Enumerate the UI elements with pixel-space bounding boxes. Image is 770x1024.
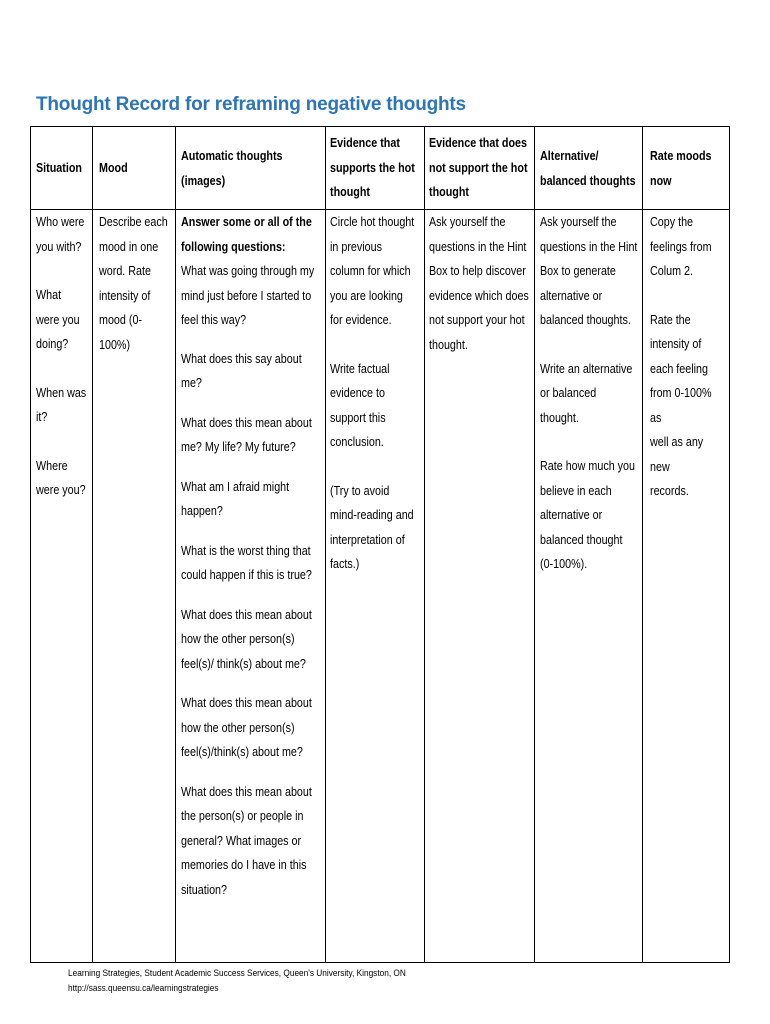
column-divider xyxy=(325,127,326,962)
cell-text-line: evidence which does xyxy=(429,288,529,303)
cell-text-line: Rate how much you xyxy=(540,459,636,473)
cell-text-line: questions in the Hint xyxy=(429,239,527,254)
cell-text-line: believe in each xyxy=(540,483,612,498)
cell-text-line: Write factual xyxy=(330,361,390,376)
paragraph-gap xyxy=(330,455,414,479)
question-block: What does this mean about how the other person(s) feel(s)/ think(s) about me? xyxy=(181,607,312,671)
question-block: What does this mean about me? My life? My future? xyxy=(181,415,312,454)
automatic-thoughts-cell xyxy=(181,210,314,902)
header-evidence-supports: Evidence that supports the hot thought xyxy=(330,136,415,199)
cell-text-line: Where xyxy=(36,458,68,473)
cell-text-line: alternative or xyxy=(540,508,603,522)
cell-text-line: Colum 2. xyxy=(650,264,694,278)
cell-text-line: Box to generate xyxy=(540,264,616,278)
cell-text-line: or balanced xyxy=(540,386,597,400)
column-divider xyxy=(642,127,643,962)
cell-text-line: word. Rate xyxy=(99,264,151,278)
cell-text-line: mood (0- xyxy=(99,313,143,327)
column-divider xyxy=(175,127,176,962)
cell-text-line: interpretation of xyxy=(330,532,405,547)
cell-text-line: it? xyxy=(36,410,48,424)
question-block: What am I afraid might happen? xyxy=(181,479,290,518)
cell-text-line: (0-100%). xyxy=(540,557,588,571)
cell-text-line: Write an alternative xyxy=(540,361,633,376)
cell-text-line: thought. xyxy=(540,410,579,425)
cell-text-line: support this xyxy=(330,410,386,425)
situation-cell xyxy=(36,210,86,503)
paragraph-gap xyxy=(36,259,86,283)
evidence-not-supports-cell xyxy=(429,210,529,357)
header-rate-moods-now: Rate moods now xyxy=(650,149,712,188)
cell-text-line: intensity of xyxy=(99,288,151,303)
cell-text-line: balanced thought xyxy=(540,532,623,547)
footer-link: http://sass.queensu.ca/learningstrategies xyxy=(68,983,219,993)
cell-text-line: thought. xyxy=(429,337,468,352)
cell-text-line: records. xyxy=(650,484,689,498)
mood-cell xyxy=(99,210,168,357)
cell-text-line: Box to help discover xyxy=(429,264,526,278)
thought-record-table xyxy=(30,126,730,963)
paragraph-gap xyxy=(36,357,86,381)
header-alternative-thoughts: Alternative/ balanced thoughts xyxy=(540,149,636,188)
cell-text-line: facts.) xyxy=(330,557,360,571)
cell-text-line: Circle hot thought xyxy=(330,215,415,229)
cell-text-line: Ask yourself the xyxy=(429,215,506,229)
cell-text-line: balanced thoughts. xyxy=(540,313,631,327)
paragraph-gap xyxy=(650,284,718,308)
header-automatic-thoughts: Automatic thoughts (images) xyxy=(181,149,283,188)
column-divider xyxy=(534,127,535,962)
cell-text-line: Who were xyxy=(36,215,85,229)
cell-text-line: When was xyxy=(36,385,87,400)
header-mood: Mood xyxy=(99,161,128,175)
cell-text-line: doing? xyxy=(36,337,69,351)
cell-text-line: Copy the xyxy=(650,215,694,229)
alternative-thoughts-cell xyxy=(540,210,637,577)
question-block: What does this mean about the person(s) or people in general? What images or memories do I have in this situation? xyxy=(181,784,312,897)
cell-text-line: were you? xyxy=(36,483,86,497)
cell-text-line: in previous xyxy=(330,239,382,254)
cell-text-line: were you xyxy=(36,312,80,327)
cell-text-line: mind-reading and xyxy=(330,508,414,522)
header-evidence-not-supports: Evidence that does not support the hot thought xyxy=(429,136,528,199)
paragraph-gap xyxy=(540,333,637,357)
cell-text-line: well as any new xyxy=(650,435,704,474)
question-block: What does this say about me? xyxy=(181,351,302,390)
paragraph-gap xyxy=(540,430,637,454)
cell-text-line: column for which xyxy=(330,264,411,278)
question-block: What was going through my mind just before I started to feel this way? xyxy=(181,264,315,327)
cell-text-line: conclusion. xyxy=(330,435,384,449)
cell-text-line: you are looking xyxy=(330,288,403,303)
cell-text-line: not support your hot xyxy=(429,313,525,327)
question-block: What is the worst thing that could happen if this is true? xyxy=(181,543,312,582)
cell-text-line: Describe each xyxy=(99,215,168,229)
cell-text-line: intensity of xyxy=(650,337,702,351)
cell-text-line: feelings from xyxy=(650,239,712,254)
cell-text-line: Rate the xyxy=(650,312,691,327)
cell-text-line: (Try to avoid xyxy=(330,483,390,498)
rate-moods-cell xyxy=(650,210,718,504)
cell-text-line: What xyxy=(36,288,62,302)
cell-text-line: alternative or xyxy=(540,288,603,303)
cell-text-line: from 0-100% as xyxy=(650,386,712,425)
cell-text-line: Ask yourself the xyxy=(540,215,617,229)
cell-text-line: each feeling xyxy=(650,361,708,376)
column-divider xyxy=(424,127,425,962)
cell-text-line: evidence to xyxy=(330,386,385,400)
cell-text-line: you with? xyxy=(36,239,82,254)
cell-text-line: questions in the Hint xyxy=(540,239,638,254)
paragraph-gap xyxy=(330,333,414,357)
document-title: Thought Record for reframing negative thoughts xyxy=(36,94,466,115)
evidence-supports-cell xyxy=(330,210,414,577)
cell-text-line: for evidence. xyxy=(330,313,392,327)
paragraph-gap xyxy=(36,430,86,454)
header-situation: Situation xyxy=(36,161,82,175)
automatic-thoughts-intro: Answer some or all of the following questions: xyxy=(181,215,312,254)
column-divider xyxy=(92,127,93,962)
cell-text-line: mood in one xyxy=(99,239,159,254)
footer-line: Learning Strategies, Student Academic Success Services, Queen's University, Kingston, ON xyxy=(68,968,406,978)
cell-text-line: 100%) xyxy=(99,337,131,352)
footer-credit xyxy=(68,966,406,996)
question-block: What does this mean about how the other person(s) feel(s)/think(s) about me? xyxy=(181,696,312,759)
